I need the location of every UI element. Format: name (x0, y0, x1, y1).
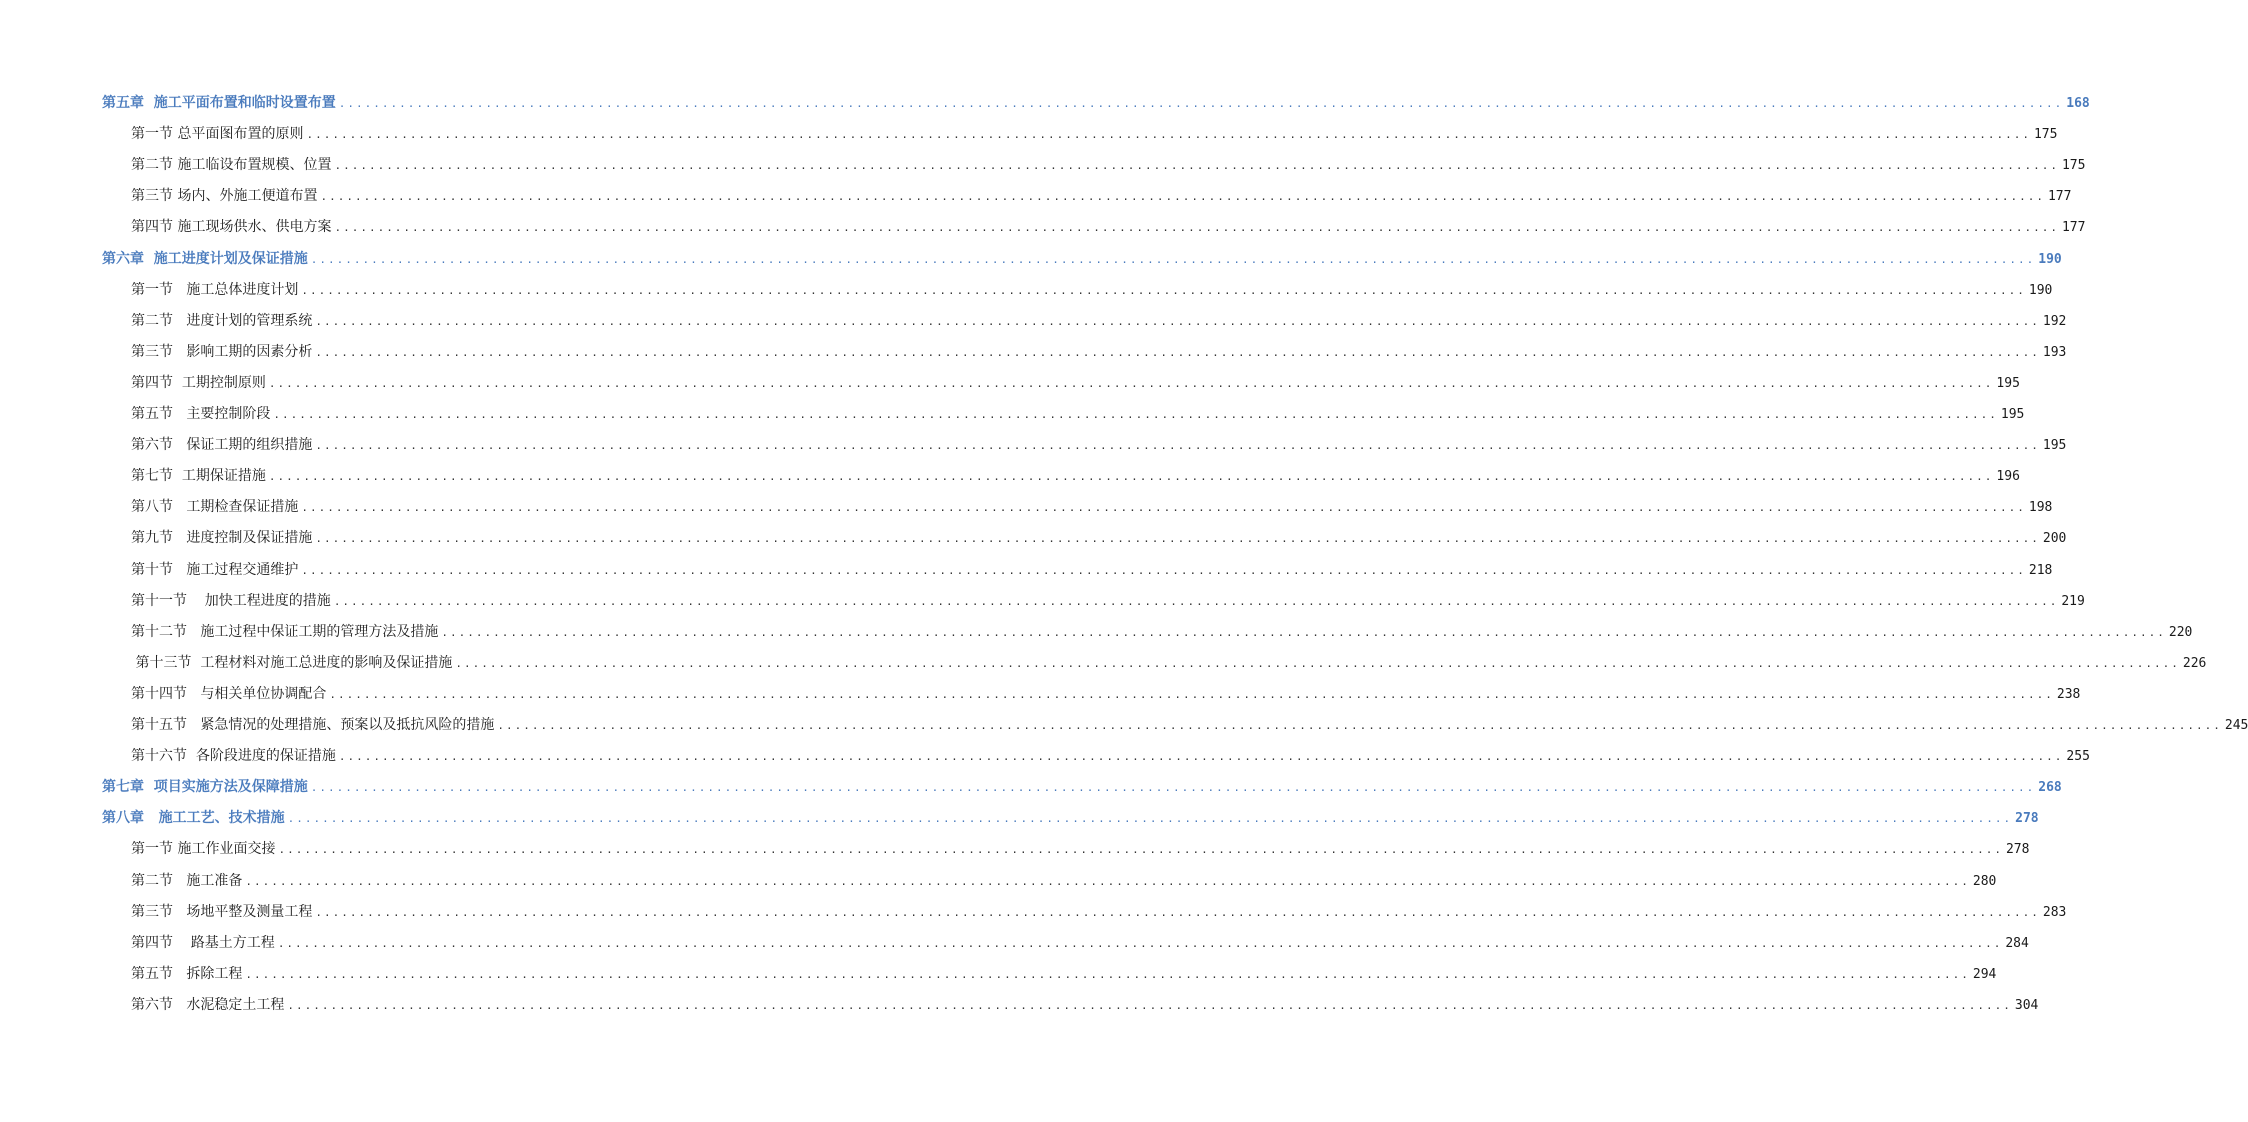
toc-entry-page-number: 278 (2005, 842, 2030, 858)
toc-section-entry[interactable] (131, 184, 2072, 208)
dot-leader: ........................................................................................................................................................................................................ (497, 719, 2222, 732)
toc-chapter-entry[interactable] (102, 91, 2090, 115)
toc-entry-title: 第二节 施工临设布置规模、位置 (131, 157, 332, 174)
toc-section-entry[interactable] (131, 340, 2067, 364)
toc-entry-page-number: 175 (2061, 158, 2086, 174)
dot-leader: ........................................................................................................................................................................................................ (287, 812, 2013, 826)
toc-entry-title: 第六节 水泥稳定土工程 (131, 996, 285, 1013)
toc-entry-title: 第四节 施工现场供水、供电方案 (131, 219, 332, 236)
toc-section-entry[interactable] (131, 589, 2085, 613)
dot-leader: ........................................................................................................................................................................................................ (315, 345, 2040, 359)
dot-leader: ........................................................................................................................................................................................................ (301, 563, 2026, 577)
toc-section-entry[interactable] (131, 620, 2193, 644)
toc-entry-page-number: 175 (2033, 127, 2058, 143)
dot-leader: ........................................................................................................................................................................................................ (315, 314, 2040, 328)
toc-entry-title: 第八章 施工工艺、技术措施 (102, 810, 285, 827)
toc-entry-page-number: 304 (2014, 997, 2039, 1013)
dot-leader: ........................................................................................................................................................................................................ (333, 594, 2059, 608)
toc-chapter-entry[interactable] (102, 247, 2062, 271)
toc-entry-page-number: 280 (1972, 873, 1997, 889)
toc-entry-title: 第十三节 工程材料对施工总进度的影响及保证措施 (131, 654, 453, 671)
dot-leader: ........................................................................................................................................................................................................ (315, 532, 2040, 546)
toc-entry-title: 第三节 影响工期的因素分析 (131, 343, 313, 360)
toc-entry-page-number: 268 (2038, 780, 2062, 796)
toc-section-entry[interactable] (131, 651, 2207, 675)
toc-entry-page-number: 200 (2042, 531, 2067, 547)
toc-entry-title: 第六节 保证工期的组织措施 (131, 437, 313, 454)
toc-entry-title: 第六章 施工进度计划及保证措施 (102, 250, 308, 267)
toc-section-entry[interactable] (131, 962, 1997, 986)
toc-chapter-entry[interactable] (102, 806, 2039, 830)
toc-section-entry[interactable] (131, 682, 2081, 706)
toc-entry-page-number: 283 (2042, 904, 2067, 920)
toc-entry-title: 第九节 进度控制及保证措施 (131, 530, 313, 547)
toc-entry-title: 第八节 工期检查保证措施 (131, 499, 299, 516)
dot-leader: ........................................................................................................................................................................................................ (329, 687, 2054, 701)
toc-entry-title: 第五章 施工平面布置和临时设置布置 (102, 95, 336, 111)
toc-entry-title: 第七章 项目实施方法及保障措施 (102, 779, 308, 796)
toc-entry-page-number: 193 (2042, 344, 2067, 360)
toc-entry-title: 第五节 主要控制阶段 (131, 406, 271, 422)
toc-entry-page-number: 195 (2042, 438, 2067, 454)
toc-section-entry[interactable] (131, 713, 2248, 737)
toc-entry-page-number: 177 (2047, 189, 2072, 205)
dot-leader: ........................................................................................................................................................................................................ (310, 252, 2036, 266)
toc-section-entry[interactable] (131, 215, 2086, 239)
toc-section-entry[interactable] (131, 278, 2053, 302)
toc-entry-title: 第十节 施工过程交通维护 (131, 561, 299, 578)
toc-section-entry[interactable] (131, 153, 2086, 177)
toc-entry-title: 第十一节 加快工程进度的措施 (131, 592, 331, 609)
dot-leader: ........................................................................................................................................................................................................ (245, 967, 1970, 981)
toc-section-entry[interactable] (131, 869, 1997, 893)
toc-section-entry[interactable] (131, 993, 2039, 1017)
toc-entry-page-number: 195 (2000, 407, 2025, 422)
dot-leader: ........................................................................................................................................................................................................ (310, 781, 2036, 795)
toc-entry-title: 第一节 总平面图布置的原则 (131, 126, 304, 143)
toc-entry-page-number: 198 (2028, 500, 2053, 516)
toc-section-entry[interactable] (131, 931, 2029, 955)
toc-section-entry[interactable] (131, 526, 2067, 550)
toc-entry-page-number: 195 (1996, 375, 2020, 391)
toc-entry-page-number: 255 (2066, 749, 2090, 765)
toc-entry-title: 第四节 工期控制原则 (131, 374, 266, 391)
dot-leader: ........................................................................................................................................................................................................ (334, 159, 2059, 173)
toc-entry-title: 第十二节 施工过程中保证工期的管理方法及措施 (131, 623, 439, 640)
toc-entry-title: 第三节 场地平整及测量工程 (131, 903, 313, 920)
toc-entry-page-number: 219 (2061, 593, 2085, 609)
dot-leader: ........................................................................................................................................................................................................ (315, 905, 2040, 919)
toc-entry-page-number: 190 (2038, 251, 2062, 267)
toc-entry-title: 第四节 路基土方工程 (131, 934, 275, 951)
dot-leader: ........................................................................................................................................................................................................ (268, 470, 1994, 484)
toc-section-entry[interactable] (131, 837, 2030, 861)
toc-entry-page-number: 177 (2061, 220, 2086, 236)
toc-entry-page-number: 196 (1996, 469, 2020, 485)
dot-leader: ........................................................................................................................................................................................................ (315, 439, 2040, 453)
toc-entry-page-number: 245 (2224, 718, 2248, 733)
toc-entry-title: 第七节 工期保证措施 (131, 468, 266, 485)
dot-leader: ........................................................................................................................................................................................................ (273, 408, 1998, 421)
toc-entry-page-number: 278 (2015, 811, 2039, 827)
toc-entry-title: 第十五节 紧急情况的处理措施、预案以及抵抗风险的措施 (131, 717, 495, 733)
dot-leader: ........................................................................................................................................................................................................ (268, 376, 1994, 390)
toc-entry-title: 第一节 施工作业面交接 (131, 841, 276, 858)
toc-entry-page-number: 226 (2182, 655, 2207, 671)
dot-leader: ........................................................................................................................................................................................................ (334, 221, 2059, 235)
toc-entry-page-number: 284 (2005, 935, 2029, 951)
dot-leader: ........................................................................................................................................................................................................ (306, 128, 2031, 142)
toc-entry-page-number: 190 (2028, 282, 2053, 298)
toc-entry-title: 第十六节 各阶段进度的保证措施 (131, 748, 336, 765)
toc-entry-page-number: 220 (2168, 624, 2193, 640)
toc-section-entry[interactable] (131, 744, 2090, 768)
dot-leader: ........................................................................................................................................................................................................ (338, 750, 2064, 764)
toc-entry-title: 第一节 施工总体进度计划 (131, 281, 299, 298)
toc-entry-page-number: 192 (2042, 313, 2067, 329)
toc-chapter-entry[interactable] (102, 775, 2062, 799)
toc-section-entry[interactable] (131, 900, 2067, 924)
toc-entry-page-number: 294 (1972, 966, 1997, 982)
dot-leader: ........................................................................................................................................................................................................ (338, 97, 2064, 110)
dot-leader: ........................................................................................................................................................................................................ (301, 283, 2026, 297)
toc-section-entry[interactable] (131, 402, 2025, 426)
toc-entry-title: 第五节 拆除工程 (131, 965, 243, 982)
dot-leader: ........................................................................................................................................................................................................ (287, 998, 2012, 1012)
toc-entry-page-number: 238 (2056, 686, 2081, 702)
dot-leader: ........................................................................................................................................................................................................ (301, 501, 2026, 515)
toc-section-entry[interactable] (131, 309, 2067, 333)
dot-leader: ........................................................................................................................................................................................................ (455, 656, 2180, 670)
toc-entry-title: 第二节 进度计划的管理系统 (131, 312, 313, 329)
toc-section-entry[interactable] (131, 464, 2020, 488)
toc-section-entry[interactable] (131, 495, 2053, 519)
dot-leader: ........................................................................................................................................................................................................ (320, 190, 2045, 204)
toc-entry-title: 第十四节 与相关单位协调配合 (131, 685, 327, 702)
toc-entry-page-number: 168 (2066, 96, 2090, 111)
dot-leader: ........................................................................................................................................................................................................ (277, 936, 2003, 950)
dot-leader: ........................................................................................................................................................................................................ (441, 625, 2166, 639)
toc-section-entry[interactable] (131, 558, 2053, 582)
toc-entry-title: 第二节 施工准备 (131, 872, 243, 889)
dot-leader: ........................................................................................................................................................................................................ (245, 874, 1970, 888)
toc-entry-page-number: 218 (2028, 562, 2053, 578)
toc-entry-title: 第三节 场内、外施工便道布置 (131, 188, 318, 205)
toc-section-entry[interactable] (131, 122, 2058, 146)
toc-section-entry[interactable] (131, 433, 2067, 457)
dot-leader: ........................................................................................................................................................................................................ (278, 843, 2003, 857)
toc-section-entry[interactable] (131, 371, 2020, 395)
